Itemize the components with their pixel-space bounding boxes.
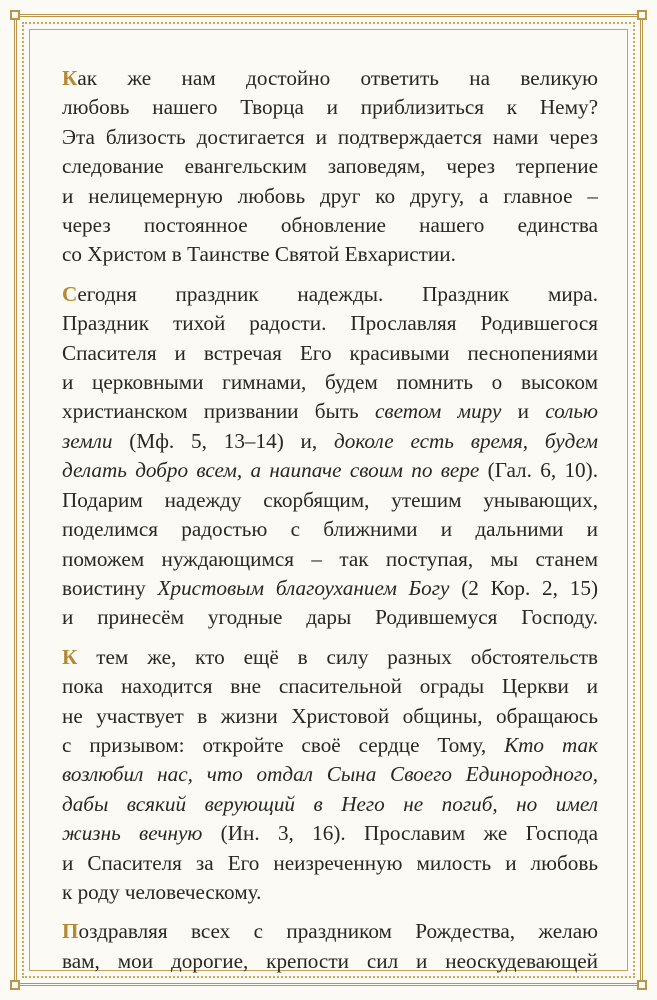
text-segment: вам, мои дорогие, крепости сил и неоскудевающей — [62, 948, 598, 973]
page-text — [62, 64, 598, 986]
text-segment: и — [501, 399, 546, 424]
text-segment: со Христом в Таинстве Святой Евхаристии. — [62, 242, 456, 267]
text-line — [62, 917, 598, 946]
quotation-italic: жизнь вечную — [62, 821, 203, 846]
initial-letter: К — [62, 66, 78, 90]
text-segment: и нелицемерную любовь друг ко другу, а главное – — [62, 183, 598, 208]
paragraph — [62, 280, 598, 633]
border-corner-ornament — [637, 10, 647, 20]
text-line — [62, 545, 598, 574]
quotation-italic: дабы всякий верующий в Него не погиб, но имел — [62, 791, 598, 816]
paragraph — [62, 917, 598, 976]
paragraph — [62, 643, 598, 908]
text-line — [62, 427, 598, 456]
text-line — [62, 240, 598, 269]
quotation-italic: Христовым благоуханием Богу — [157, 575, 450, 600]
text-segment: егодня праздник надежды. Праздник мира. — [77, 281, 598, 306]
text-line — [62, 574, 598, 603]
border-corner-ornament — [10, 10, 20, 20]
text-line — [62, 947, 598, 976]
text-segment: и принесём угодные дары Родившемуся Господу. — [62, 605, 598, 630]
text-line — [62, 878, 598, 907]
text-segment: (2 Кор. 2, 15) — [449, 575, 598, 600]
text-line — [62, 849, 598, 878]
text-line — [62, 93, 598, 122]
text-segment: Эта близость достигается и подтверждается нами через — [62, 124, 598, 149]
quotation-italic: Кто так — [504, 732, 599, 757]
text-line — [62, 182, 598, 211]
text-segment: и церковными гимнами, будем помнить о высоком — [62, 370, 598, 395]
text-line — [62, 702, 598, 731]
text-segment: оздравляя всех с праздником Рождества, желаю — [78, 919, 598, 944]
quotation-italic: солью — [545, 399, 598, 424]
text-line — [62, 64, 598, 93]
text-segment: не участвует в жизни Христовой общины, обращаюсь — [62, 703, 598, 728]
quotation-italic: земли — [62, 428, 113, 453]
border-corner-ornament — [637, 980, 647, 990]
text-line — [62, 643, 598, 672]
border-corner-ornament — [10, 980, 20, 990]
text-segment: и Спасителя за Его неизреченную милость и любовь — [62, 850, 598, 875]
text-line — [62, 486, 598, 515]
text-line — [62, 339, 598, 368]
text-segment: (Ин. 3, 16). Прославим же Господа — [202, 821, 598, 846]
text-line — [62, 603, 598, 632]
text-line — [62, 760, 598, 789]
text-line — [62, 123, 598, 152]
text-line — [62, 368, 598, 397]
text-segment: через постоянное обновление нашего единства — [62, 213, 598, 238]
text-segment: с призывом: откройте своё сердце Тому, — [62, 732, 505, 757]
text-segment: Спасителя и встречая Его красивыми песнопениями — [62, 340, 598, 365]
text-line — [62, 211, 598, 240]
text-segment: Праздник тихой радости. Прославляя Родившегося — [62, 311, 598, 336]
text-segment: любовь нашего Творца и приблизиться к Нему? — [62, 95, 598, 120]
initial-letter: С — [62, 281, 78, 306]
text-segment: воистину — [62, 575, 158, 600]
text-line — [62, 152, 598, 181]
text-line — [62, 309, 598, 338]
initial-letter: К — [62, 644, 78, 669]
text-segment: (Мф. 5, 13–14) и, — [112, 428, 335, 453]
text-line — [62, 515, 598, 544]
text-segment: тем же, кто ещё в силу разных обстоятельств — [77, 644, 598, 669]
text-line — [62, 731, 598, 760]
text-segment: ак же нам достойно ответить на великую — [77, 66, 598, 90]
text-segment: Подарим надежду скорбящим, утешим унывающих, — [62, 487, 598, 512]
text-line — [62, 790, 598, 819]
text-segment: к роду человеческому. — [62, 879, 262, 904]
quotation-italic: делать добро всем, а наипаче своим по вере — [62, 458, 480, 483]
quotation-italic: доколе есть время, будем — [334, 428, 598, 453]
initial-letter: П — [62, 919, 79, 944]
text-line — [62, 672, 598, 701]
text-segment: поможем нуждающимся – так поступая, мы станем — [62, 546, 598, 571]
paragraph — [62, 64, 598, 270]
text-segment: следование евангельским заповедям, через терпение — [62, 154, 598, 179]
text-segment: пока находится вне спасительной ограды Церкви и — [62, 674, 598, 699]
text-segment: (Гал. 6, 10). — [479, 458, 599, 483]
text-line — [62, 456, 598, 485]
text-line — [62, 397, 598, 426]
text-line — [62, 280, 598, 309]
text-segment: христианском призвании быть — [62, 399, 375, 424]
text-line — [62, 819, 598, 848]
text-segment: поделимся радостью с ближними и дальними и — [62, 517, 598, 542]
quotation-italic: светом миру — [374, 399, 502, 424]
quotation-italic: возлюбил нас, что отдал Сына Своего Единородного, — [62, 762, 598, 787]
